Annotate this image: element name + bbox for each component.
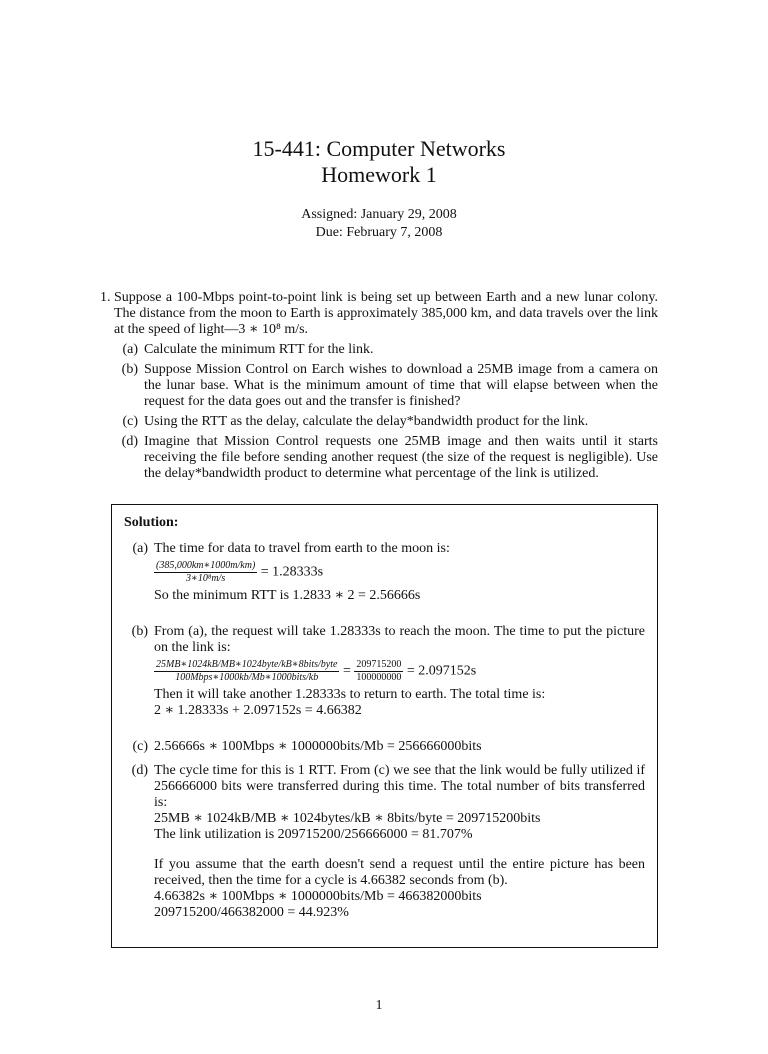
fraction-denominator: 3∗10⁸m/s xyxy=(186,573,226,584)
part-label: (d) xyxy=(121,434,138,449)
problem-number: 1. xyxy=(100,290,111,305)
equals-sign: = xyxy=(342,663,351,679)
solution-label: (c) xyxy=(132,739,148,754)
formula-result: = 2.097152s xyxy=(406,663,477,679)
part-b-text: base. What is the minimum amount of time that will elapse between when the request for the data xyxy=(144,378,658,409)
solution-b-text: Then it will take another 1.28333s to return to earth. The total time is: xyxy=(154,687,546,702)
part-d-text: product to determine what percentage of the link is utilized. xyxy=(264,466,599,481)
problem-line: distance from the moon to Earth is approximately 385,000 km, and data travels over the link at the xyxy=(114,306,658,337)
solution-a-formula xyxy=(154,560,645,585)
part-c xyxy=(114,414,658,430)
solution-d-text: The link utilization is 209715200/256666000 = 81.707% xyxy=(154,827,473,842)
part-d-text: Imagine that Mission Control requests one 25MB image and then waits until it starts receiving the xyxy=(144,434,658,465)
solution-a xyxy=(124,541,645,604)
part-label: (c) xyxy=(122,414,138,429)
problem-1 xyxy=(100,290,658,482)
fraction-denominator: 100Mbps∗1000kb/Mb∗1000bits/kb xyxy=(175,672,319,683)
solution-b-text: 2 ∗ 1.28333s + 2.097152s = 4.66382 xyxy=(154,703,362,718)
part-c-text: Using the RTT as the delay, calculate the delay*bandwidth product for the link. xyxy=(144,414,589,429)
solution-c-text: 2.56666s ∗ 100Mbps ∗ 1000000bits/Mb = 256666000bits xyxy=(154,739,482,754)
solution-d xyxy=(124,763,645,921)
solution-b xyxy=(124,624,645,719)
part-d-text: file before sending another request (the size of the request is negligible). Use the delay*bandwidth xyxy=(144,450,659,481)
part-d xyxy=(114,434,658,482)
fraction-denominator: 100000000 xyxy=(356,672,402,683)
solution-d-text: 4.66382s ∗ 100Mbps ∗ 1000000bits/Mb = 466382000bits xyxy=(154,889,482,904)
part-label: (b) xyxy=(121,362,138,377)
doc-subtitle: Homework 1 xyxy=(321,162,437,187)
solution-label: (d) xyxy=(131,763,148,778)
solution-label: (b) xyxy=(131,624,148,639)
solution-b-text: link is: xyxy=(192,640,231,655)
solution-d-text: The cycle time for this is 1 RTT. From (c) we see that the link would be fully utilized if xyxy=(154,763,645,778)
due-date: Due: February 7, 2008 xyxy=(315,225,443,240)
solution-box xyxy=(111,504,658,948)
part-b-text: goes out and the transfer is finished? xyxy=(255,394,461,409)
solution-heading: Solution: xyxy=(124,515,179,530)
page-number: 1 xyxy=(375,998,383,1013)
fraction-numerator: (385,000km∗1000m/km) xyxy=(156,560,256,571)
doc-title: 15-441: Computer Networks xyxy=(252,136,506,161)
solution-b-text: From (a), the request will take 1.28333s to reach the moon. The time to put the picture on the xyxy=(154,624,645,655)
solution-d-text: then the time for a cycle is 4.66382 seconds from (b). xyxy=(208,873,508,888)
part-label: (a) xyxy=(122,342,138,357)
solution-c xyxy=(124,739,645,755)
solution-a-rtt: So the minimum RTT is 1.2833 ∗ 2 = 2.56666s xyxy=(154,588,421,603)
problem-line: speed of light—3 ∗ 10⁸ m/s. xyxy=(148,322,309,337)
solution-d-text: 256666000 bits were transferred during this time. The total number of bits transferred is: xyxy=(154,779,645,810)
solution-b-formula xyxy=(154,659,645,684)
part-a xyxy=(114,342,658,358)
solution-label: (a) xyxy=(132,541,148,556)
solution-a-intro: The time for data to travel from earth to the moon is: xyxy=(154,541,450,556)
part-a-text: Calculate the minimum RTT for the link. xyxy=(144,342,374,357)
solution-d-text: 25MB ∗ 1024kB/MB ∗ 1024bytes/kB ∗ 8bits/byte = 209715200bits xyxy=(154,811,541,826)
problem-line: Suppose a 100-Mbps point-to-point link is being set up between Earth and a new lunar colony. The xyxy=(114,290,658,321)
formula-result: = 1.28333s xyxy=(260,564,324,580)
fraction-numerator: 25MB∗1024kB/MB∗1024byte/kB∗8bits/byte xyxy=(156,659,338,670)
solution-d-text: If you assume that the earth doesn't send a request until the entire picture has been received, xyxy=(154,857,645,888)
solution-d-text: 209715200/466382000 = 44.923% xyxy=(154,905,349,920)
assigned-date: Assigned: January 29, 2008 xyxy=(301,207,457,222)
problem-statement xyxy=(114,290,658,338)
part-b-text: Suppose Mission Control on Earch wishes to download a 25MB image from a camera on the lunar xyxy=(144,362,658,393)
fraction-numerator: 209715200 xyxy=(356,659,402,670)
part-b xyxy=(114,362,658,410)
